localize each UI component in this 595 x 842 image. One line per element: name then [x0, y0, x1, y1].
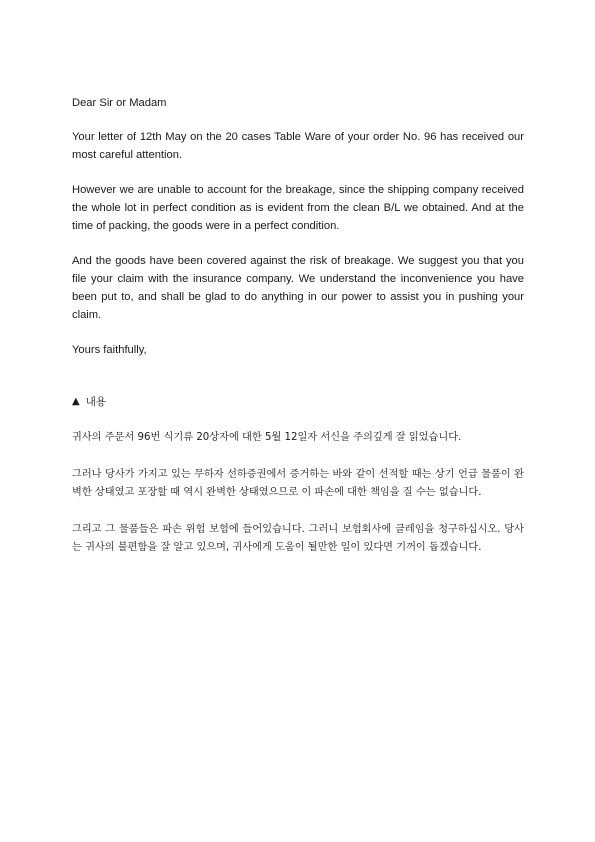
document-page [72, 94, 524, 558]
translation-paragraph-3: 그리고 그 물품들은 파손 위험 보험에 들어있습니다. 그러니 보험회사에 클레임을 청구하십시오. 당사는 귀사의 불편함을 잘 알고 있으며, 귀사에게 도움이 될만한 일이 있다면 기꺼이 돕겠습니다. [72, 523, 524, 553]
letter-paragraph-3: And the goods have been covered against the risk of breakage. We suggest you that you file your claim with the insurance company. We understand the inconvenience you have been put to, and shall be glad to do anything in our power to assist you in pushing your claim. [72, 255, 524, 321]
letter-closing: Yours faithfully, [72, 344, 147, 356]
letter-paragraph-1: Your letter of 12th May on the 20 cases Table Ware of your order No. 96 has received our most careful attention. [72, 131, 524, 161]
translation-heading [72, 393, 524, 411]
translation-paragraph-2: 그러나 당사가 가지고 있는 무하자 선하증권에서 증거하는 바와 같이 선적할 때는 상기 언급 물품이 완벽한 상태였고 포장할 때 역시 완벽한 상태였으므로 이 파손에 대한 책임을 질 수는 없습니다. [72, 468, 524, 498]
translation-paragraph-1: 귀사의 주문서 96번 식기류 20상자에 대한 5월 12일자 서신을 주의깊게 잘 읽었습니다. [72, 432, 462, 443]
letter-greeting: Dear Sir or Madam [72, 97, 167, 109]
letter-paragraph-2: However we are unable to account for the breakage, since the shipping company received the whole lot in perfect condition as is evident from the clean B/L we obtained. And at the time of packing, the goods were in a perfect condition. [72, 184, 524, 232]
translation-heading-label: 내용 [85, 396, 106, 408]
triangle-marker-icon: ▲ [72, 396, 80, 407]
